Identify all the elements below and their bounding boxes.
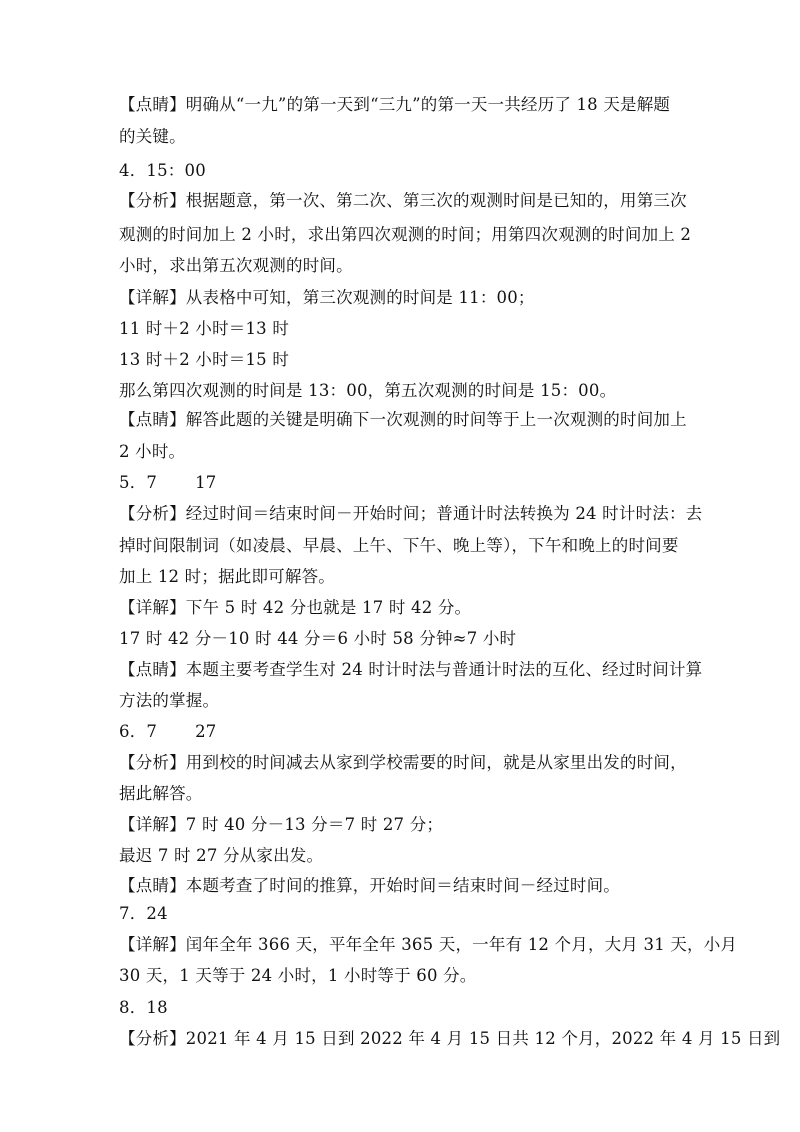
text-line: 的关键。 <box>119 127 186 146</box>
text-line: 最迟 7 时 27 分从家出发。 <box>119 846 324 865</box>
text-line: 小时，求出第五次观测的时间。 <box>119 256 353 275</box>
text-line: 【详解】7 时 40 分－13 分＝7 时 27 分； <box>119 815 444 834</box>
text-line: 2 小时。 <box>119 442 186 461</box>
answer-part: 17 <box>195 473 217 492</box>
answer-line <box>119 722 689 742</box>
answer-part: 6．7 <box>119 722 158 741</box>
text-line: 【分析】2021 年 4 月 15 日到 2022 年 4 月 15 日共 12 个月，2022 年 4 月 15 日到 <box>119 1029 781 1048</box>
text-line: 【详解】从表格中可知，第三次观测的时间是 11：00； <box>119 288 535 307</box>
text-line: 据此解答。 <box>119 784 203 803</box>
text-line: 【分析】用到校的时间减去从家到学校需要的时间，就是从家里出发的时间， <box>119 753 687 772</box>
answer-part: 5．7 <box>119 473 158 492</box>
text-line: 【点睛】明确从“一九”的第一天到“三九”的第一天一共经历了 18 天是解题 <box>119 95 671 114</box>
text-line: 【点睛】解答此题的关键是明确下一次观测的时间等于上一次观测的时间加上 <box>119 410 687 429</box>
answer-line: 8．18 <box>119 998 168 1017</box>
text-line: 17 时 42 分－10 时 44 分＝6 小时 58 分钟≈7 小时 <box>119 629 517 648</box>
answer-line: 7．24 <box>119 904 168 923</box>
text-line: 【点睛】本题考查了时间的推算，开始时间＝结束时间－经过时间。 <box>119 876 620 895</box>
text-line: 【详解】闰年全年 366 天，平年全年 365 天，一年有 12 个月，大月 31 天，小月 <box>119 935 738 954</box>
text-line: 30 天，1 天等于 24 小时，1 小时等于 60 分。 <box>119 966 477 985</box>
text-line: 观测的时间加上 2 小时，求出第四次观测的时间；用第四次观测的时间加上 2 <box>119 225 692 244</box>
text-line: 【点睛】本题主要考查学生对 24 时计时法与普通计时法的互化、经过时间计算 <box>119 660 703 679</box>
text-line: 那么第四次观测的时间是 13：00，第五次观测的时间是 15：00。 <box>119 381 617 400</box>
text-line: 11 时＋2 小时＝13 时 <box>119 319 290 338</box>
text-line: 13 时＋2 小时＝15 时 <box>119 350 290 369</box>
text-line: 掉时间限制词（如凌晨、早晨、上午、下午、晚上等），下午和晚上的时间要 <box>119 536 679 555</box>
text-line: 【详解】下午 5 时 42 分也就是 17 时 42 分。 <box>119 598 472 617</box>
text-line: 加上 12 时；据此即可解答。 <box>119 567 335 586</box>
text-line: 方法的掌握。 <box>119 691 220 710</box>
answer-line: 4．15：00 <box>119 161 206 180</box>
answer-part: 27 <box>195 722 217 741</box>
text-line: 【分析】经过时间＝结束时间－开始时间；普通计时法转换为 24 时计时法：去 <box>119 504 703 523</box>
answer-line <box>119 473 689 493</box>
text-line: 【分析】根据题意，第一次、第二次、第三次的观测时间是已知的，用第三次 <box>119 191 687 210</box>
